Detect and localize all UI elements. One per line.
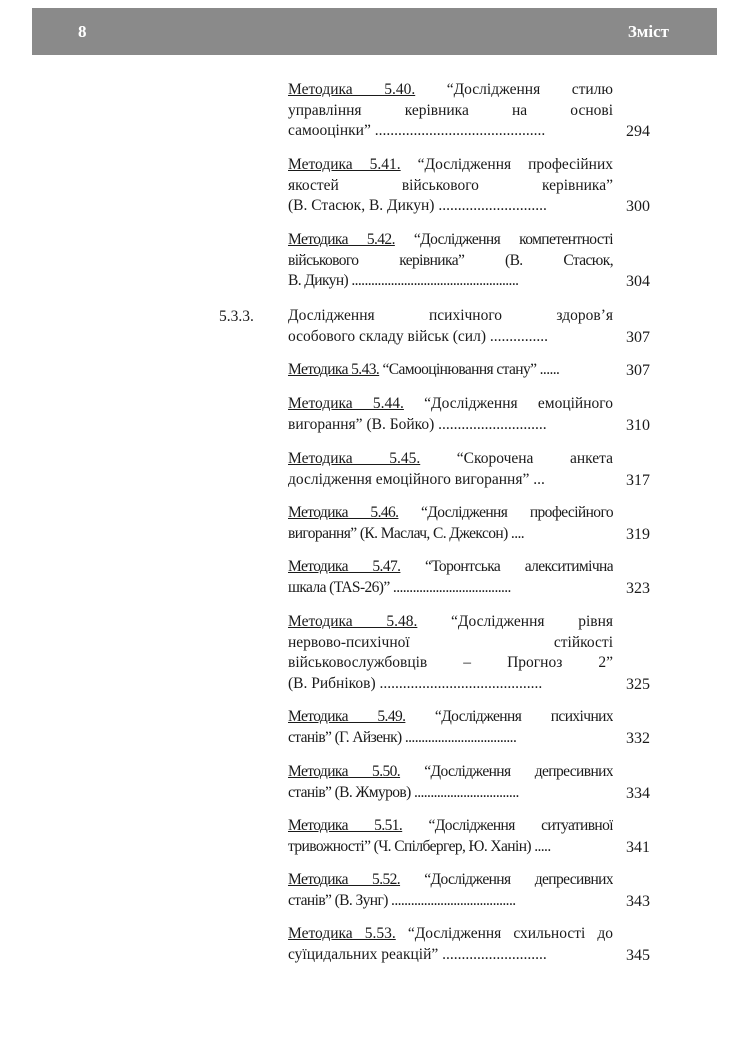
page-ref: 307 xyxy=(626,328,650,346)
entry-text xyxy=(288,306,613,347)
entry-line xyxy=(288,251,613,272)
entry-line-text: (В. Стасюк, В. Дикун) ............................ xyxy=(288,197,547,215)
entry-line xyxy=(288,121,613,142)
entry-line-text: “Дослідження схильності до xyxy=(407,925,613,942)
method-label[interactable]: Методика 5.53. xyxy=(288,925,396,942)
entry-line xyxy=(288,837,613,858)
entry-line-text: шкала (TAS-26)” .................................... xyxy=(288,578,511,596)
method-label[interactable]: Методика 5.50. xyxy=(288,763,401,780)
method-label[interactable]: Методика 5.43. xyxy=(288,361,380,378)
entry-line-text: суїцидальних реакцій” ........................... xyxy=(288,945,547,963)
entry-line-text: управління керівника на основі xyxy=(288,101,613,119)
entry-line xyxy=(288,470,613,491)
entry-line-text: “Скорочена анкета xyxy=(456,450,613,467)
entry-line-text: “Дослідження стилю xyxy=(446,81,613,98)
entry-line-text: “Дослідження ситуативної xyxy=(428,817,613,834)
entry-line-text: тривожності” (Ч. Спілбергер, Ю. Ханін) ..... xyxy=(288,837,551,855)
page-ref: 341 xyxy=(626,838,650,856)
entry-text xyxy=(288,612,613,694)
entry-line-text: станів” (Г. Айзенк) .................................. xyxy=(288,728,517,746)
entry-line xyxy=(288,271,613,292)
page-number: 8 xyxy=(78,22,87,41)
page-ref: 323 xyxy=(626,579,650,597)
entry-line-text: “Дослідження психічних xyxy=(434,708,613,725)
entry-line xyxy=(288,891,613,912)
entry-text xyxy=(288,360,613,381)
entry-line-text: (В. Рибніков) .......................................... xyxy=(288,674,543,692)
entry-text xyxy=(288,449,613,490)
entry-line-text: В. Дикун) ................................................... xyxy=(288,272,519,290)
page-ref: 310 xyxy=(626,416,650,434)
entry-line xyxy=(288,360,613,381)
entry-line xyxy=(288,524,613,545)
page-ref: 334 xyxy=(626,784,650,802)
entry-line-text: “Дослідження професійних xyxy=(417,156,613,173)
entry-line-text: Дослідження психічного здоров’я xyxy=(288,307,613,324)
page-ref: 325 xyxy=(626,675,650,693)
header-title: Зміст xyxy=(627,22,669,41)
method-label[interactable]: Методика 5.44. xyxy=(288,395,404,412)
entry-line xyxy=(288,230,613,251)
entry-line xyxy=(288,728,613,749)
page-ref: 304 xyxy=(626,273,650,291)
entry-line-text: самооцінки” ............................................ xyxy=(288,122,546,140)
entry-line xyxy=(288,394,613,415)
entry-text xyxy=(288,816,613,857)
page-ref: 307 xyxy=(626,362,650,379)
entry-line-text: “Дослідження емоційного xyxy=(424,395,613,412)
entry-line-text: нервово-психічної стійкості xyxy=(288,633,613,651)
entry-line-text: військового керівника” (В. Стасюк, xyxy=(288,251,613,269)
page-ref: 294 xyxy=(626,123,650,141)
entry-line xyxy=(288,783,613,804)
section-number: 5.3.3. xyxy=(219,308,254,325)
entry-line xyxy=(288,578,613,599)
entry-line-text: “Самооцінювання стану” ...... xyxy=(382,361,560,378)
entry-line-text: “Дослідження депресивних xyxy=(424,871,613,888)
entry-line xyxy=(288,870,613,891)
page-header xyxy=(32,8,717,55)
entry-text xyxy=(288,394,613,435)
entry-line-text: особового складу військ (сил) ............... xyxy=(288,327,549,345)
method-label[interactable]: Методика 5.47. xyxy=(288,558,401,575)
entry-line xyxy=(288,306,613,327)
entry-line-text: “Дослідження рівня xyxy=(451,613,613,630)
entry-line xyxy=(288,816,613,837)
entry-line xyxy=(288,612,613,633)
entry-text xyxy=(288,230,613,292)
entry-line-text: “Торонтська алекситимічна xyxy=(424,558,613,575)
entry-line xyxy=(288,196,613,217)
entry-line xyxy=(288,176,613,197)
entry-line xyxy=(288,155,613,176)
entry-line-text: “Дослідження професійного xyxy=(420,504,613,521)
entry-line xyxy=(288,503,613,524)
entry-line xyxy=(288,707,613,728)
entry-line-text: якостей військового керівника” xyxy=(288,176,613,194)
entry-line-text: “Дослідження компетентності xyxy=(413,231,613,248)
entry-line-text: станів” (В. Зунг) ...................................... xyxy=(288,891,516,909)
entry-line xyxy=(288,945,613,966)
page-ref: 300 xyxy=(626,198,650,216)
method-label[interactable]: Методика 5.48. xyxy=(288,613,418,630)
entry-line-text: вигорання” (К. Маслач, С. Джексон) .... xyxy=(288,524,525,542)
method-label[interactable]: Методика 5.51. xyxy=(288,817,403,834)
method-label[interactable]: Методика 5.40. xyxy=(288,81,416,98)
entry-line-text: “Дослідження депресивних xyxy=(424,763,613,780)
page-ref: 319 xyxy=(626,525,650,543)
entry-line xyxy=(288,80,613,101)
method-label[interactable]: Методика 5.52. xyxy=(288,871,401,888)
entry-text xyxy=(288,707,613,748)
page-ref: 332 xyxy=(626,729,650,747)
page-ref: 317 xyxy=(626,471,650,489)
entry-line-text: дослідження емоційного вигорання” ... xyxy=(288,470,545,488)
page-ref: 345 xyxy=(626,946,650,964)
entry-line xyxy=(288,633,613,654)
entry-text xyxy=(288,80,613,142)
method-label[interactable]: Методика 5.45. xyxy=(288,450,421,467)
entry-line-text: станів” (В. Жмуров) ................................ xyxy=(288,783,519,801)
method-label[interactable]: Методика 5.41. xyxy=(288,156,401,173)
entry-line xyxy=(288,101,613,122)
entry-line xyxy=(288,415,613,436)
method-label[interactable]: Методика 5.46. xyxy=(288,504,399,521)
entry-text xyxy=(288,155,613,217)
entry-line xyxy=(288,557,613,578)
entry-text xyxy=(288,557,613,598)
entry-line xyxy=(288,653,613,674)
method-label[interactable]: Методика 5.49. xyxy=(288,708,406,725)
entry-text xyxy=(288,924,613,965)
entry-text xyxy=(288,762,613,803)
entry-line xyxy=(288,449,613,470)
page-ref: 343 xyxy=(626,892,650,910)
method-label[interactable]: Методика 5.42. xyxy=(288,231,395,248)
entry-text xyxy=(288,503,613,544)
entry-text xyxy=(288,870,613,911)
entry-line xyxy=(288,327,613,348)
entry-line xyxy=(288,762,613,783)
entry-line-text: вигорання” (В. Бойко) ............................ xyxy=(288,415,547,433)
entry-line xyxy=(288,924,613,945)
entry-line xyxy=(288,674,613,695)
entry-line-text: військовослужбовців – Прогноз 2” xyxy=(288,654,613,672)
